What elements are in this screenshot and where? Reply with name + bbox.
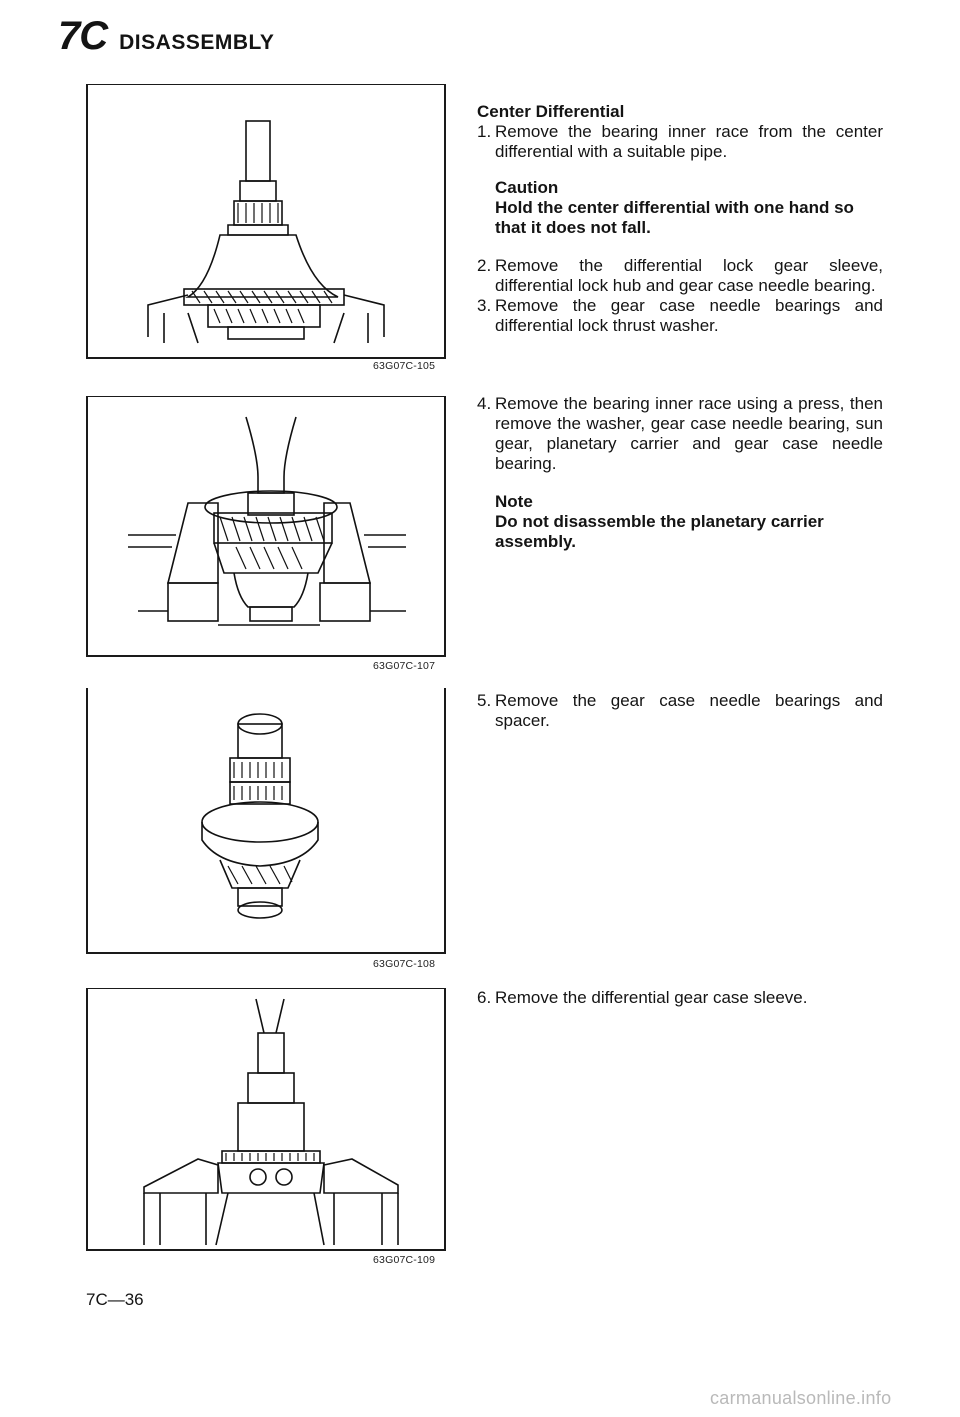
- step-number: 2.: [477, 256, 492, 275]
- step-1: [477, 122, 883, 162]
- caution-text: Hold the center differential with one hand so that it does not fall.: [495, 198, 854, 237]
- step-text: Remove the differential gear case sleeve.: [495, 988, 808, 1007]
- step-text: Remove the bearing inner race using a press, then remove the washer, gear case needle bearing, sun gear, planetary carrier and gear case needle bearing.: [495, 394, 883, 473]
- step-6: [477, 988, 883, 1008]
- bearing-press-illustration: [88, 85, 444, 357]
- caution-block: [495, 178, 883, 238]
- step-number: 6.: [477, 988, 492, 1007]
- section-text-block: [477, 394, 883, 552]
- caution-label: Caution: [495, 178, 559, 197]
- sleeve-removal-illustration: [88, 989, 444, 1249]
- section-text-block: [477, 988, 883, 1008]
- step-4: [477, 394, 883, 474]
- section-number: 7C: [58, 14, 108, 58]
- watermark: carmanualsonline.info: [710, 1388, 892, 1408]
- step-number: 5.: [477, 691, 492, 710]
- step-5: [477, 691, 883, 731]
- page-header: [58, 14, 274, 59]
- figure-code: 63G07C-109: [373, 1254, 436, 1266]
- figure-needle-bearing-removal: [86, 688, 446, 954]
- figure-code: 63G07C-105: [373, 360, 436, 372]
- step-2: [477, 256, 883, 296]
- step-text: Remove the differential lock gear sleeve, differential lock hub and gear case needle bearing.: [495, 256, 883, 295]
- center-differential-illustration: [88, 688, 444, 952]
- note-label: Note: [495, 492, 533, 511]
- note-block: [495, 492, 883, 552]
- figure-press-removal: [86, 396, 446, 657]
- page-number: 7C—36: [86, 1290, 144, 1309]
- press-stand-illustration: [88, 397, 444, 655]
- figure-code: 63G07C-107: [373, 660, 436, 672]
- step-number: 4.: [477, 394, 492, 413]
- section-title: DISASSEMBLY: [119, 31, 275, 54]
- step-text: Remove the gear case needle bearings and spacer.: [495, 691, 883, 730]
- section-text-block: [477, 691, 883, 731]
- figure-sleeve-removal: [86, 988, 446, 1251]
- step-text: Remove the bearing inner race from the center differential with a suitable pipe.: [495, 122, 883, 161]
- note-text: Do not disassemble the planetary carrier assembly.: [495, 512, 824, 551]
- section-text-block: [477, 102, 883, 336]
- step-number: 1.: [477, 122, 492, 141]
- figure-code: 63G07C-108: [373, 958, 436, 970]
- step-number: 3.: [477, 296, 492, 315]
- step-3: [477, 296, 883, 336]
- subsection-heading: Center Differential: [477, 102, 625, 121]
- step-text: Remove the gear case needle bearings and differential lock thrust washer.: [495, 296, 883, 335]
- figure-bearing-removal: [86, 84, 446, 359]
